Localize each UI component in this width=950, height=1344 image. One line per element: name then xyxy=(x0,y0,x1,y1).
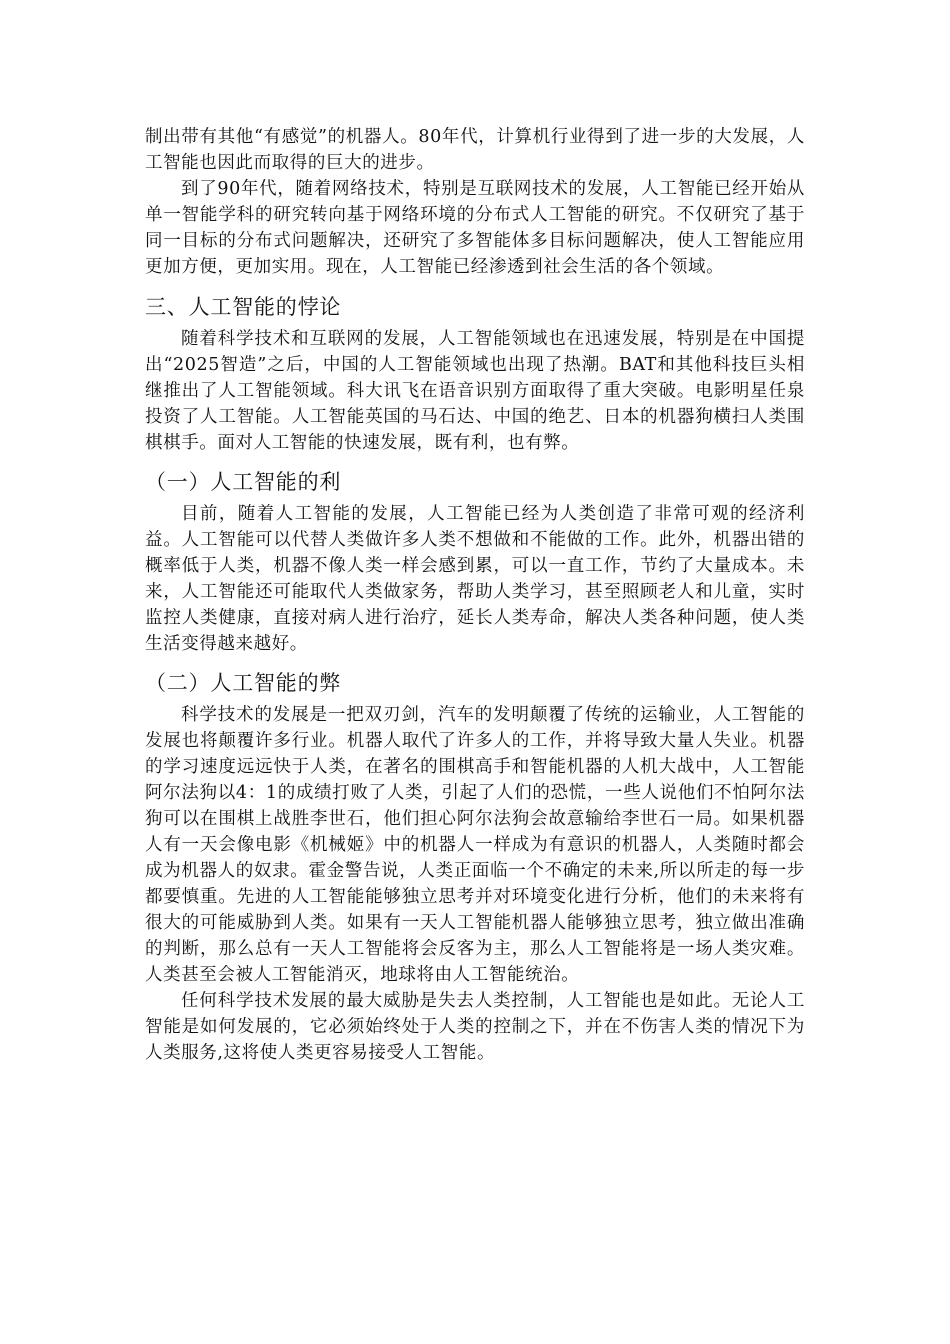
paragraph-paradox-intro: 随着科学技术和互联网的发展，人工智能领域也在迅速发展，特别是在中国提出“2025智造”之后，中国的人工智能领域也出现了热潮。BAT和其他科技巨头相继推出了人工智能领域。科大讯飞在语音识别方面取得了重大突破。电影明星任泉投资了人工智能。人工智能英国的马石达、中国的绝艺、日本的机器狗横扫人类围棋棋手。面对人工智能的快速发展，既有利，也有弊。 xyxy=(145,329,805,453)
paragraph-90s-development: 到了90年代，随着网络技术，特别是互联网技术的发展，人工智能已经开始从单一智能学科的研究转向基于网络环境的分布式人工智能的研究。不仅研究了基于同一目标的分布式问题解决，还研究了多智能体多目标问题解决，使人工智能应用更加方便，更加实用。现在，人工智能已经渗透到社会生活的各个领域。 xyxy=(145,179,805,277)
section-heading-paradox: 三、人工智能的悖论 xyxy=(145,295,342,319)
paragraph-conclusion: 任何科学技术发展的最大威胁是失去人类控制，人工智能也是如此。无论人工智能是如何发展的，它必须始终处于人类的控制之下，并在不伤害人类的情况下为人类服务,这将使人类更容易接受人工智能。 xyxy=(145,991,805,1063)
subheading-disadvantages: （二）人工智能的弊 xyxy=(145,671,342,695)
document-page xyxy=(145,124,805,1066)
subheading-advantages: （一）人工智能的利 xyxy=(145,470,342,494)
paragraph-continuation: 制出带有其他“有感觉”的机器人。80年代，计算机行业得到了进一步的大发展，人工智能也因此而取得的巨大的进步。 xyxy=(145,127,805,173)
paragraph-disadvantages: 科学技术的发展是一把双刃剑，汽车的发明颠覆了传统的运输业，人工智能的发展也将颠覆许多行业。机器人取代了许多人的工作，并将导致大量人失业。机器的学习速度远远快于人类，在著名的围棋高手和智能机器的人机大战中，人工智能阿尔法狗以4：1的成绩打败了人类，引起了人们的恐慌，一些人说他们不怕阿尔法狗可以在围棋上战胜李世石，他们担心阿尔法狗会故意输给李世石一局。如果机器人有一天会像电影《机械姬》中的机器人一样成为有意识的机器人，人类随时都会成为机器人的奴隶。霍金警告说，人类正面临一个不确定的未来,所以所走的每一步都要慎重。先进的人工智能能够独立思考并对环境变化进行分析，他们的未来将有很大的可能威胁到人类。如果有一天人工智能机器人能够独立思考，独立做出准确的判断，那么总有一天人工智能将会反客为主，那么人工智能将是一场人类灾难。人类甚至会被人工智能消灭，地球将由人工智能统治。 xyxy=(145,705,805,985)
paragraph-advantages: 目前，随着人工智能的发展，人工智能已经为人类创造了非常可观的经济利益。人工智能可以代替人类做许多人类不想做和不能做的工作。此外，机器出错的概率低于人类，机器不像人类一样会感到累，可以一直工作，节约了大量成本。未来，人工智能还可能取代人类做家务，帮助人类学习，甚至照顾老人和儿童，实时监控人类健康，直接对病人进行治疗，延长人类寿命，解决人类各种问题，使人类生活变得越来越好。 xyxy=(145,504,805,654)
